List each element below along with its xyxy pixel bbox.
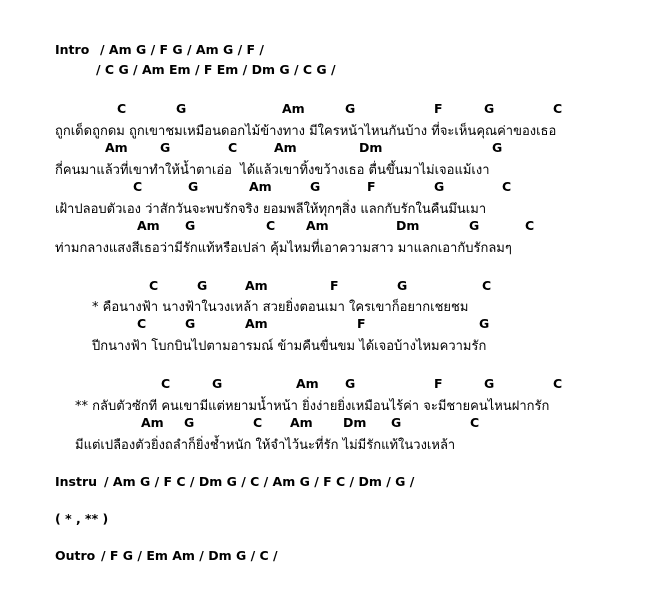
chord-label: Am: [141, 415, 164, 430]
chord-label: Am: [274, 140, 297, 155]
chord-label: G: [492, 140, 503, 155]
chord-label: G: [176, 101, 187, 116]
chord-label: Am: [105, 140, 128, 155]
chord-label: F: [330, 278, 339, 293]
intro-label: Intro: [55, 42, 90, 57]
chord-label: C: [117, 101, 127, 116]
chord-label: F: [367, 179, 376, 194]
chord-label: C: [149, 278, 159, 293]
lyric-line: * คือนางฟ้า นางฟ้าในวงเหล้า สวยยิ่งตอนเมา ใครเขาก็อยากเชยชม: [92, 300, 469, 315]
chord-label: G: [484, 101, 495, 116]
lyric-line: เฝ้าปลอบตัวเอง ว่าสักวันจะพบรักจริง ยอมพลีให้ทุกๆสิ่ง แลกกับรักในคืนมึนเมา: [55, 202, 487, 217]
lyric-line: มีแต่เปลืองตัวยิ่งถลำก็ยิ่งช้ำหนัก ให้จำไว้นะที่รัก ไม่มีรักแท้ในวงเหล้า: [75, 438, 456, 453]
chord-label: F: [357, 316, 366, 331]
chord-label: C: [253, 415, 263, 430]
lyric-line: กี่คนมาแล้วที่เขาทำให้น้ำตาเอ่อ ได้แล้วเขาทิ้งขว้างเธอ ตื่นขึ้นมาไม่เจอแม้เงา: [55, 163, 490, 178]
chord-label: G: [160, 140, 171, 155]
chord-label: Am: [282, 101, 305, 116]
outro-chords: / F G / Em Am / Dm G / C /: [101, 548, 278, 563]
chord-label: G: [188, 179, 199, 194]
chord-label: Dm: [396, 218, 420, 233]
chord-label: Dm: [359, 140, 383, 155]
intro-chords-line-1: / Am G / F G / Am G / F /: [100, 42, 264, 57]
chord-label: F: [434, 101, 443, 116]
chord-label: Am: [245, 278, 268, 293]
chord-label: G: [484, 376, 495, 391]
chord-label: G: [185, 218, 196, 233]
chord-label: G: [310, 179, 321, 194]
chord-label: Am: [290, 415, 313, 430]
chord-label: C: [502, 179, 512, 194]
chord-label: C: [161, 376, 171, 391]
repeat-marker: ( * , ** ): [55, 511, 109, 526]
chord-label: Dm: [343, 415, 367, 430]
chord-label: G: [345, 101, 356, 116]
chord-label: G: [197, 278, 208, 293]
chord-label: G: [185, 316, 196, 331]
chord-label: C: [137, 316, 147, 331]
chord-label: G: [391, 415, 402, 430]
instru-chords: / Am G / F C / Dm G / C / Am G / F C / Dm / G /: [104, 474, 415, 489]
chord-label: G: [434, 179, 445, 194]
chord-label: C: [266, 218, 276, 233]
chord-label: G: [469, 218, 480, 233]
chord-label: G: [184, 415, 195, 430]
chord-label: C: [482, 278, 492, 293]
instru-label: Instru: [55, 474, 98, 489]
chord-label: G: [479, 316, 490, 331]
chord-label: C: [133, 179, 143, 194]
chord-label: F: [434, 376, 443, 391]
chord-label: C: [553, 376, 563, 391]
chord-label: C: [525, 218, 535, 233]
chord-label: C: [553, 101, 563, 116]
chord-label: Am: [306, 218, 329, 233]
chord-label: Am: [296, 376, 319, 391]
lyric-line: ปีกนางฟ้า โบกบินไปตามอารมณ์ ข้ามคืนขื่นขม ได้เจอบ้างไหมความรัก: [92, 339, 487, 354]
chord-label: Am: [249, 179, 272, 194]
chord-label: C: [228, 140, 238, 155]
chord-label: C: [470, 415, 480, 430]
lyric-line: ท่ามกลางแสงสีเธอว่ามีรักแท้หรือเปล่า คุ้มไหมที่เอาความสาว มาแลกเอากับรักลมๆ: [55, 241, 512, 256]
chord-label: Am: [245, 316, 268, 331]
chord-label: G: [212, 376, 223, 391]
intro-chords-line-2: / C G / Am Em / F Em / Dm G / C G /: [96, 62, 336, 77]
lyric-line: ** กลับตัวซักที คนเขามีแต่หยามน้ำหน้า ยิ่งง่ายยิ่งเหมือนไร้ค่า จะมีชายคนไหนฝากรัก: [75, 399, 550, 414]
lyric-line: ถูกเด็ดถูกดม ถูกเขาชมเหมือนดอกไม้ข้างทาง มีใครหน้าไหนกันบ้าง ที่จะเห็นคุณค่าของเธอ: [55, 124, 557, 139]
chord-label: G: [345, 376, 356, 391]
chord-label: G: [397, 278, 408, 293]
outro-label: Outro: [55, 548, 96, 563]
chord-label: Am: [137, 218, 160, 233]
